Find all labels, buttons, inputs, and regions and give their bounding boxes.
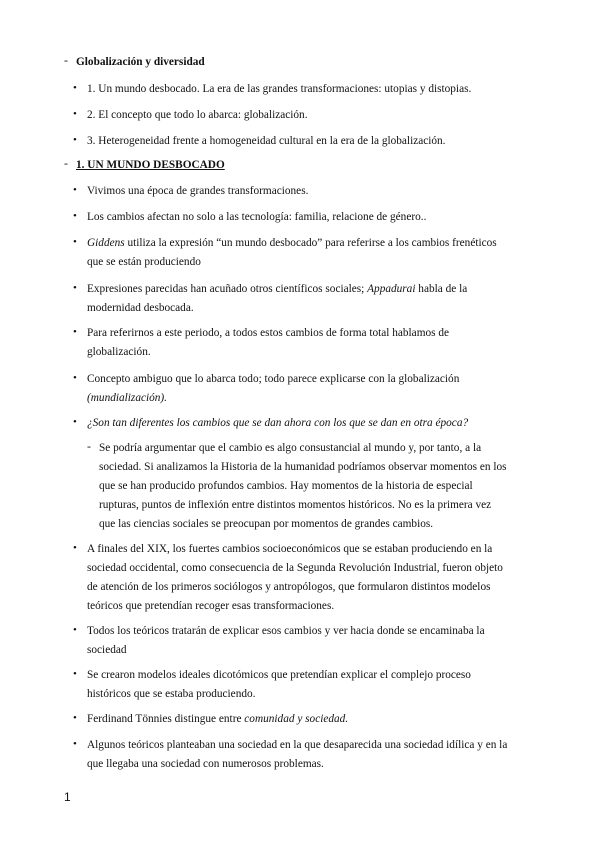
- list-item-continuation: (mundialización).: [87, 392, 168, 404]
- list-item-continuation: teóricos que pretendían recoger esas transformaciones.: [87, 600, 335, 612]
- list-item: Para referirnos a este periodo, a todos estos cambios de forma total hablamos de: [87, 327, 450, 339]
- bullet-icon: •: [73, 326, 77, 338]
- bullet-icon: •: [73, 108, 77, 120]
- sub-item-continuation: que las ciencias sociales se preocupan por momentos de grandes cambios.: [99, 518, 434, 530]
- list-item: Se crearon modelos ideales dicotómicos que pretendían explicar el complejo proceso: [87, 669, 471, 681]
- bullet-icon: •: [73, 542, 77, 554]
- section-heading: 1. UN MUNDO DESBOCADO: [76, 159, 225, 171]
- bullet-icon: •: [73, 738, 77, 750]
- sub-item-continuation: que se han producido profundos cambios. Hay momentos de la historia de especial: [99, 480, 473, 492]
- bullet-icon: •: [73, 82, 77, 94]
- toc-item: 3. Heterogeneidad frente a homogeneidad cultural en la era de la globalización.: [87, 135, 446, 147]
- text-run: Ferdinand Tönnies distingue entre: [87, 713, 245, 725]
- bullet-icon: •: [73, 184, 77, 196]
- list-item-continuation: sociedad occidental, como consecuencia de la Segunda Revolución Industrial, fueron objeto: [87, 562, 503, 574]
- list-item-continuation: modernidad desbocada.: [87, 302, 194, 314]
- sub-item-continuation: rupturas, puntos de inflexión entre distintos momentos históricos. No es la primera vez: [99, 499, 492, 511]
- list-item-question: ¿Son tan diferentes los cambios que se dan ahora con los que se dan en otra época?: [87, 417, 469, 429]
- bullet-icon: •: [73, 210, 77, 222]
- bullet-icon: •: [73, 624, 77, 636]
- list-item: Vivimos una época de grandes transformaciones.: [87, 185, 309, 197]
- bullet-icon: •: [73, 416, 77, 428]
- list-item: Concepto ambiguo que lo abarca todo; todo parece explicarse con la globalización: [87, 373, 460, 385]
- italic-term: comunidad y sociedad.: [244, 713, 349, 725]
- list-item: Todos los teóricos tratarán de explicar esos cambios y ver hacia donde se encaminaba la: [87, 625, 485, 637]
- author-name: Giddens: [87, 237, 125, 249]
- list-item: Los cambios afectan no solo a las tecnología: familia, relacione de género..: [87, 211, 427, 223]
- sub-item: Se podría argumentar que el cambio es algo consustancial al mundo y, por tanto, a la: [99, 442, 482, 454]
- bullet-icon: •: [73, 134, 77, 146]
- bullet-icon: •: [73, 282, 77, 294]
- list-item-continuation: históricos que se estaba produciendo.: [87, 688, 256, 700]
- list-item-continuation: sociedad: [87, 644, 127, 656]
- dash-marker: -: [64, 53, 68, 67]
- toc-item: 2. El concepto que todo lo abarca: globalización.: [87, 109, 308, 121]
- text-run: habla de la: [415, 283, 468, 295]
- page-number: 1: [64, 790, 71, 804]
- dash-marker: -: [64, 156, 68, 170]
- list-item-continuation: globalización.: [87, 346, 151, 358]
- bullet-icon: •: [73, 372, 77, 384]
- list-item: [87, 280, 467, 299]
- list-item: [87, 234, 497, 253]
- sub-item-continuation: sociedad. Si analizamos la Historia de la humanidad podríamos observar momentos en los: [99, 461, 507, 473]
- bullet-icon: •: [73, 712, 77, 724]
- bullet-icon: •: [73, 668, 77, 680]
- list-item-continuation: de atención de los primeros sociólogos y antropólogos, que formularon distintos modelos: [87, 581, 491, 593]
- list-item: Algunos teóricos planteaban una sociedad en la que desaparecida una sociedad idílica y en la: [87, 739, 508, 751]
- author-name: Appadurai: [367, 283, 416, 295]
- toc-item: 1. Un mundo desbocado. La era de las grandes transformaciones: utopias y distopias.: [87, 83, 472, 95]
- list-item-continuation: que llegaba una sociedad con numerosos problemas.: [87, 758, 324, 770]
- section-title: Globalización y diversidad: [76, 56, 205, 68]
- text-run: Expresiones parecidas han acuñado otros científicos sociales;: [87, 283, 368, 295]
- dash-marker: -: [87, 439, 91, 453]
- list-item-continuation: que se están produciendo: [87, 256, 201, 268]
- bullet-icon: •: [73, 236, 77, 248]
- list-item: A finales del XIX, los fuertes cambios socioeconómicos que se estaban produciendo en la: [87, 543, 493, 555]
- text-run: utiliza la expresión “un mundo desbocado” para referirse a los cambios frenéticos: [124, 237, 497, 249]
- list-item: [87, 710, 348, 729]
